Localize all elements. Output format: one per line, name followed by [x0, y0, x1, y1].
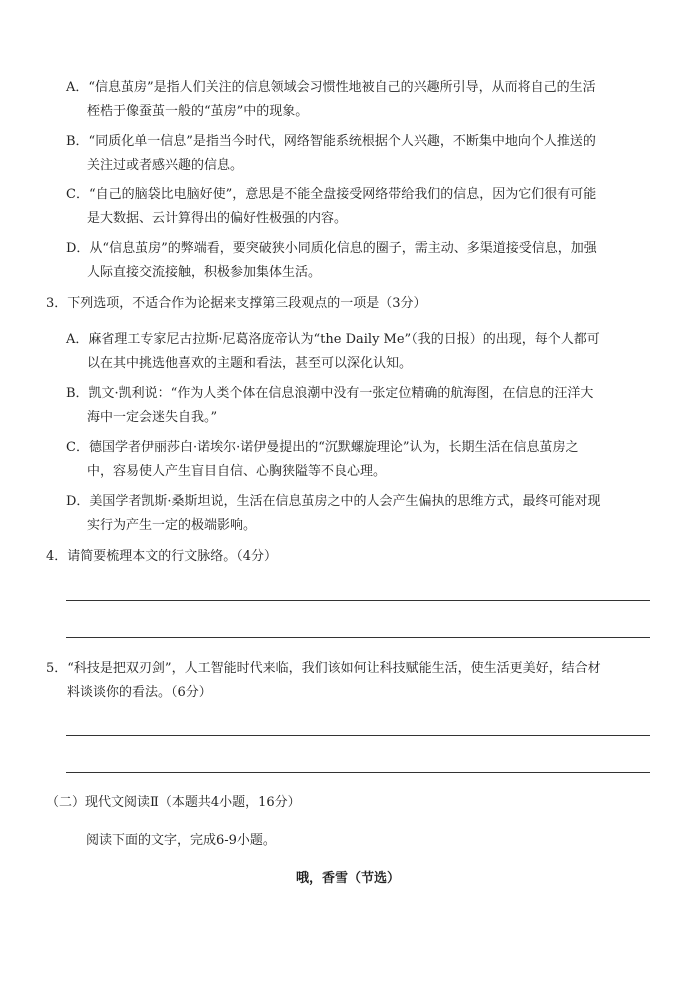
option-line: C．德国学者伊丽莎白·诺埃尔·诺伊曼提出的“沉默螺旋理论”认为，长期生活在信息茧房之 [66, 440, 579, 455]
q3-stem [46, 292, 656, 316]
option-line: 人际直接交流接触，积极参加集体生活。 [87, 265, 322, 280]
section-intro: 阅读下面的文字，完成6-9小题。 [86, 833, 276, 848]
q2-option-b [66, 130, 656, 178]
option-line: 中，容易使人产生盲目自信、心胸狭隘等不良心理。 [87, 464, 387, 479]
question-stem-cont: 料谈谈你的看法。（6分） [67, 685, 212, 700]
option-line: A．麻省理工专家尼古拉斯·尼葛洛庞帝认为“the Daily Me”（我的日报）的出现，每个人都可 [66, 332, 600, 347]
q2-option-d [66, 237, 656, 285]
option-line: B．“同质化单一信息”是指当今时代，网络智能系统根据个人兴趣，不断集中地向个人推送的 [66, 134, 596, 149]
q3-option-c [66, 436, 656, 484]
option-line: 海中一定会迷失自我。” [87, 410, 218, 425]
q5-stem [46, 657, 656, 705]
q4-answer-line-2[interactable] [66, 637, 650, 638]
option-line: D．美国学者凯斯·桑斯坦说，生活在信息茧房之中的人会产生偏执的思维方式，最终可能对现 [66, 494, 601, 509]
option-line: 以在其中挑选他喜欢的主题和看法，甚至可以深化认知。 [87, 356, 413, 371]
option-line: 关注过或者感兴趣的信息。 [87, 158, 244, 173]
option-line: B．凯文·凯利说：“作为人类个体在信息浪潮中没有一张定位精确的航海图，在信息的汪洋大 [66, 386, 594, 401]
option-line: 是大数据、云计算得出的偏好性极强的内容。 [87, 211, 348, 226]
option-line: 实行为产生一定的极端影响。 [87, 518, 257, 533]
q3-option-d [66, 490, 656, 538]
question-stem: 4．请简要梳理本文的行文脉络。（4分） [46, 549, 278, 564]
q5-answer-line-1[interactable] [66, 735, 650, 736]
passage-title: 哦，香雪（节选） [295, 871, 400, 886]
question-stem: 3．下列选项，不适合作为论据来支撑第三段观点的一项是（3分） [46, 296, 427, 311]
q2-option-c [66, 183, 656, 231]
q3-option-b [66, 382, 656, 430]
q5-answer-line-2[interactable] [66, 772, 650, 773]
section-heading: （二）现代文阅读Ⅱ（本题共4小题，16分） [46, 795, 301, 810]
option-line: C．“自己的脑袋比电脑好使”，意思是不能全盘接受网络带给我们的信息，因为它们很有可能 [66, 187, 597, 202]
option-line: D．从“信息茧房”的弊端看，要突破狭小同质化信息的圈子，需主动、多渠道接受信息，加强 [66, 241, 597, 256]
question-stem: 5．“科技是把双刃剑”，人工智能时代来临，我们该如何让科技赋能生活，使生活更美好，结合材 [46, 661, 601, 676]
q3-option-a [66, 328, 656, 376]
option-line: 桎梏于像蚕茧一般的“茧房”中的现象。 [87, 104, 309, 119]
q4-answer-line-1[interactable] [66, 600, 650, 601]
q4-stem [46, 545, 656, 569]
option-line: A．“信息茧房”是指人们关注的信息领域会习惯性地被自己的兴趣所引导，从而将自己的生活 [66, 80, 596, 95]
q2-option-a [66, 76, 656, 124]
